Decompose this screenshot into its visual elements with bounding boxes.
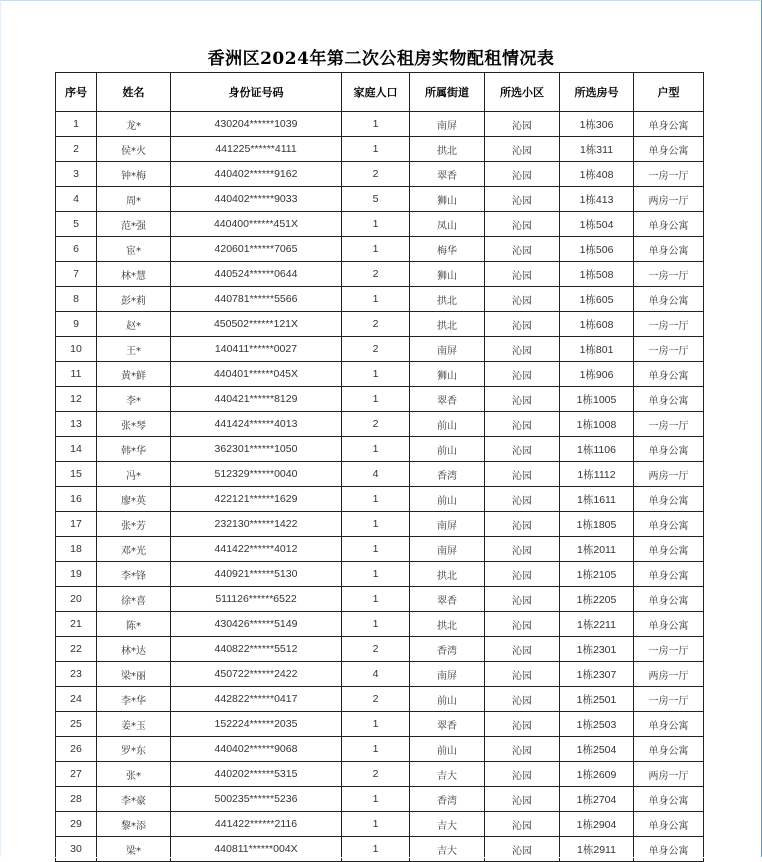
cell-id-number: 442822******0417 xyxy=(171,687,342,712)
cell-id-number: 512329******0040 xyxy=(171,462,342,487)
cell-street: 前山 xyxy=(410,687,485,712)
cell-serial: 19 xyxy=(56,562,97,587)
cell-family-size: 1 xyxy=(342,512,410,537)
table-row xyxy=(56,737,704,762)
cell-family-size: 2 xyxy=(342,762,410,787)
cell-serial: 20 xyxy=(56,587,97,612)
cell-room: 1栋2704 xyxy=(560,787,634,812)
cell-family-size: 2 xyxy=(342,637,410,662)
cell-street: 梅华 xyxy=(410,237,485,262)
cell-unit-type: 两房一厅 xyxy=(634,762,704,787)
cell-community: 沁园 xyxy=(485,787,560,812)
cell-name: 赵* xyxy=(97,312,171,337)
cell-serial: 12 xyxy=(56,387,97,412)
cell-id-number: 441422******4012 xyxy=(171,537,342,562)
cell-unit-type: 单身公寓 xyxy=(634,212,704,237)
cell-room: 1栋1005 xyxy=(560,387,634,412)
cell-family-size: 2 xyxy=(342,262,410,287)
cell-name: 彭*莉 xyxy=(97,287,171,312)
cell-name: 罗*东 xyxy=(97,737,171,762)
cell-room: 1栋2011 xyxy=(560,537,634,562)
cell-serial: 6 xyxy=(56,237,97,262)
cell-family-size: 1 xyxy=(342,712,410,737)
cell-serial: 15 xyxy=(56,462,97,487)
cell-room: 1栋504 xyxy=(560,212,634,237)
allocation-table xyxy=(55,72,704,862)
cell-community: 沁园 xyxy=(485,612,560,637)
cell-community: 沁园 xyxy=(485,187,560,212)
header-community: 所选小区 xyxy=(485,73,560,112)
cell-family-size: 1 xyxy=(342,137,410,162)
cell-id-number: 440400******451X xyxy=(171,212,342,237)
cell-room: 1栋1112 xyxy=(560,462,634,487)
cell-id-number: 440401******045X xyxy=(171,362,342,387)
cell-room: 1栋2211 xyxy=(560,612,634,637)
cell-unit-type: 单身公寓 xyxy=(634,787,704,812)
cell-name: 梁*丽 xyxy=(97,662,171,687)
cell-community: 沁园 xyxy=(485,837,560,862)
cell-serial: 30 xyxy=(56,837,97,862)
cell-id-number: 440402******9162 xyxy=(171,162,342,187)
cell-room: 1栋506 xyxy=(560,237,634,262)
cell-name: 张*芳 xyxy=(97,512,171,537)
cell-family-size: 2 xyxy=(342,687,410,712)
cell-serial: 23 xyxy=(56,662,97,687)
cell-room: 1栋1008 xyxy=(560,412,634,437)
cell-room: 1栋1805 xyxy=(560,512,634,537)
cell-serial: 5 xyxy=(56,212,97,237)
cell-name: 李* xyxy=(97,387,171,412)
cell-family-size: 1 xyxy=(342,812,410,837)
cell-family-size: 2 xyxy=(342,162,410,187)
cell-id-number: 441424******4013 xyxy=(171,412,342,437)
cell-id-number: 450502******121X xyxy=(171,312,342,337)
cell-community: 沁园 xyxy=(485,437,560,462)
cell-street: 香湾 xyxy=(410,637,485,662)
cell-community: 沁园 xyxy=(485,687,560,712)
cell-unit-type: 一房一厅 xyxy=(634,312,704,337)
table-row xyxy=(56,112,704,137)
cell-room: 1栋2105 xyxy=(560,562,634,587)
table-row xyxy=(56,487,704,512)
cell-unit-type: 单身公寓 xyxy=(634,437,704,462)
header-street: 所属街道 xyxy=(410,73,485,112)
cell-unit-type: 一房一厅 xyxy=(634,637,704,662)
cell-name: 张*琴 xyxy=(97,412,171,437)
cell-street: 凤山 xyxy=(410,212,485,237)
cell-street: 吉大 xyxy=(410,837,485,862)
cell-unit-type: 一房一厅 xyxy=(634,687,704,712)
cell-street: 吉大 xyxy=(410,812,485,837)
table-row xyxy=(56,362,704,387)
cell-community: 沁园 xyxy=(485,487,560,512)
cell-community: 沁园 xyxy=(485,812,560,837)
cell-name: 黎*添 xyxy=(97,812,171,837)
header-id-number: 身份证号码 xyxy=(171,73,342,112)
table-row xyxy=(56,287,704,312)
cell-family-size: 1 xyxy=(342,562,410,587)
cell-family-size: 1 xyxy=(342,212,410,237)
table-row xyxy=(56,762,704,787)
cell-id-number: 420601******7065 xyxy=(171,237,342,262)
cell-community: 沁园 xyxy=(485,637,560,662)
cell-id-number: 152224******2035 xyxy=(171,712,342,737)
cell-serial: 26 xyxy=(56,737,97,762)
cell-family-size: 1 xyxy=(342,437,410,462)
cell-name: 李*锋 xyxy=(97,562,171,587)
cell-id-number: 440402******9033 xyxy=(171,187,342,212)
cell-serial: 25 xyxy=(56,712,97,737)
cell-id-number: 440811******004X xyxy=(171,837,342,862)
table-row xyxy=(56,212,704,237)
cell-family-size: 1 xyxy=(342,787,410,812)
cell-family-size: 4 xyxy=(342,662,410,687)
cell-room: 1栋311 xyxy=(560,137,634,162)
cell-id-number: 440822******5512 xyxy=(171,637,342,662)
header-serial: 序号 xyxy=(56,73,97,112)
cell-family-size: 4 xyxy=(342,462,410,487)
cell-room: 1栋906 xyxy=(560,362,634,387)
table-header-row xyxy=(56,73,704,112)
cell-serial: 3 xyxy=(56,162,97,187)
cell-id-number: 440202******5315 xyxy=(171,762,342,787)
cell-id-number: 362301******1050 xyxy=(171,437,342,462)
cell-unit-type: 单身公寓 xyxy=(634,362,704,387)
cell-unit-type: 单身公寓 xyxy=(634,112,704,137)
cell-room: 1栋508 xyxy=(560,262,634,287)
cell-unit-type: 单身公寓 xyxy=(634,287,704,312)
table-row xyxy=(56,637,704,662)
cell-serial: 10 xyxy=(56,337,97,362)
cell-family-size: 5 xyxy=(342,187,410,212)
header-room: 所选房号 xyxy=(560,73,634,112)
cell-room: 1栋605 xyxy=(560,287,634,312)
cell-serial: 4 xyxy=(56,187,97,212)
cell-room: 1栋2205 xyxy=(560,587,634,612)
cell-room: 1栋801 xyxy=(560,337,634,362)
cell-room: 1栋1611 xyxy=(560,487,634,512)
cell-serial: 16 xyxy=(56,487,97,512)
cell-id-number: 140411******0027 xyxy=(171,337,342,362)
cell-room: 1栋2904 xyxy=(560,812,634,837)
cell-unit-type: 单身公寓 xyxy=(634,137,704,162)
table-row xyxy=(56,587,704,612)
cell-name: 宦* xyxy=(97,237,171,262)
cell-family-size: 1 xyxy=(342,587,410,612)
cell-community: 沁园 xyxy=(485,537,560,562)
cell-room: 1栋306 xyxy=(560,112,634,137)
cell-street: 狮山 xyxy=(410,262,485,287)
cell-id-number: 440524******0644 xyxy=(171,262,342,287)
cell-name: 梁* xyxy=(97,837,171,862)
table-row xyxy=(56,612,704,637)
cell-unit-type: 单身公寓 xyxy=(634,837,704,862)
cell-serial: 27 xyxy=(56,762,97,787)
cell-name: 周* xyxy=(97,187,171,212)
table-row xyxy=(56,162,704,187)
cell-unit-type: 两房一厅 xyxy=(634,462,704,487)
cell-street: 前山 xyxy=(410,737,485,762)
cell-name: 徐*喜 xyxy=(97,587,171,612)
cell-id-number: 441422******2116 xyxy=(171,812,342,837)
cell-community: 沁园 xyxy=(485,587,560,612)
cell-street: 狮山 xyxy=(410,187,485,212)
cell-room: 1栋1106 xyxy=(560,437,634,462)
cell-family-size: 1 xyxy=(342,487,410,512)
cell-id-number: 441225******4111 xyxy=(171,137,342,162)
cell-community: 沁园 xyxy=(485,337,560,362)
table-row xyxy=(56,537,704,562)
cell-community: 沁园 xyxy=(485,312,560,337)
cell-id-number: 440781******5566 xyxy=(171,287,342,312)
table-row xyxy=(56,387,704,412)
cell-id-number: 511126******6522 xyxy=(171,587,342,612)
document-title: 香洲区2024年第二次公租房实物配租情况表 xyxy=(207,49,555,69)
cell-name: 林*达 xyxy=(97,637,171,662)
cell-id-number: 450722******2422 xyxy=(171,662,342,687)
cell-family-size: 1 xyxy=(342,387,410,412)
cell-street: 南屏 xyxy=(410,112,485,137)
cell-room: 1栋2501 xyxy=(560,687,634,712)
table-row xyxy=(56,462,704,487)
cell-unit-type: 单身公寓 xyxy=(634,387,704,412)
cell-unit-type: 单身公寓 xyxy=(634,587,704,612)
cell-name: 林*慧 xyxy=(97,262,171,287)
cell-id-number: 422121******1629 xyxy=(171,487,342,512)
cell-serial: 7 xyxy=(56,262,97,287)
cell-unit-type: 单身公寓 xyxy=(634,712,704,737)
cell-room: 1栋408 xyxy=(560,162,634,187)
cell-unit-type: 一房一厅 xyxy=(634,412,704,437)
cell-unit-type: 一房一厅 xyxy=(634,262,704,287)
cell-unit-type: 两房一厅 xyxy=(634,662,704,687)
cell-community: 沁园 xyxy=(485,237,560,262)
cell-unit-type: 单身公寓 xyxy=(634,562,704,587)
table-row xyxy=(56,237,704,262)
table-row xyxy=(56,512,704,537)
cell-id-number: 430426******5149 xyxy=(171,612,342,637)
cell-street: 翠香 xyxy=(410,162,485,187)
cell-unit-type: 两房一厅 xyxy=(634,187,704,212)
cell-serial: 8 xyxy=(56,287,97,312)
table-row xyxy=(56,562,704,587)
cell-unit-type: 单身公寓 xyxy=(634,612,704,637)
cell-name: 邓*光 xyxy=(97,537,171,562)
cell-name: 韩*华 xyxy=(97,437,171,462)
cell-street: 翠香 xyxy=(410,387,485,412)
cell-community: 沁园 xyxy=(485,462,560,487)
cell-room: 1栋413 xyxy=(560,187,634,212)
table-row xyxy=(56,187,704,212)
cell-family-size: 1 xyxy=(342,237,410,262)
cell-community: 沁园 xyxy=(485,262,560,287)
cell-street: 狮山 xyxy=(410,362,485,387)
cell-unit-type: 单身公寓 xyxy=(634,487,704,512)
cell-serial: 13 xyxy=(56,412,97,437)
cell-name: 李*华 xyxy=(97,687,171,712)
cell-family-size: 1 xyxy=(342,112,410,137)
cell-serial: 22 xyxy=(56,637,97,662)
cell-community: 沁园 xyxy=(485,362,560,387)
header-unit-type: 户型 xyxy=(634,73,704,112)
cell-serial: 24 xyxy=(56,687,97,712)
table-row xyxy=(56,712,704,737)
table-row xyxy=(56,787,704,812)
cell-serial: 9 xyxy=(56,312,97,337)
cell-name: 侯*火 xyxy=(97,137,171,162)
cell-community: 沁园 xyxy=(485,562,560,587)
table-row xyxy=(56,437,704,462)
cell-street: 拱北 xyxy=(410,312,485,337)
cell-community: 沁园 xyxy=(485,287,560,312)
cell-serial: 21 xyxy=(56,612,97,637)
cell-street: 南屏 xyxy=(410,512,485,537)
cell-family-size: 1 xyxy=(342,287,410,312)
table-row xyxy=(56,812,704,837)
cell-name: 范*强 xyxy=(97,212,171,237)
cell-family-size: 2 xyxy=(342,412,410,437)
header-family-size: 家庭人口 xyxy=(342,73,410,112)
cell-room: 1栋608 xyxy=(560,312,634,337)
cell-family-size: 2 xyxy=(342,337,410,362)
cell-family-size: 1 xyxy=(342,362,410,387)
cell-room: 1栋2911 xyxy=(560,837,634,862)
cell-street: 拱北 xyxy=(410,137,485,162)
cell-street: 香湾 xyxy=(410,462,485,487)
table-row xyxy=(56,412,704,437)
cell-community: 沁园 xyxy=(485,512,560,537)
cell-serial: 14 xyxy=(56,437,97,462)
cell-id-number: 440421******8129 xyxy=(171,387,342,412)
header-name: 姓名 xyxy=(97,73,171,112)
cell-family-size: 1 xyxy=(342,837,410,862)
cell-name: 李*豪 xyxy=(97,787,171,812)
cell-id-number: 440921******5130 xyxy=(171,562,342,587)
cell-name: 陈* xyxy=(97,612,171,637)
cell-serial: 2 xyxy=(56,137,97,162)
cell-name: 钟*梅 xyxy=(97,162,171,187)
cell-name: 龙* xyxy=(97,112,171,137)
cell-serial: 1 xyxy=(56,112,97,137)
cell-community: 沁园 xyxy=(485,662,560,687)
table-row xyxy=(56,137,704,162)
cell-unit-type: 一房一厅 xyxy=(634,337,704,362)
table-body xyxy=(56,112,704,862)
cell-street: 拱北 xyxy=(410,612,485,637)
cell-serial: 18 xyxy=(56,537,97,562)
cell-serial: 29 xyxy=(56,812,97,837)
cell-name: 冯* xyxy=(97,462,171,487)
cell-room: 1栋2609 xyxy=(560,762,634,787)
cell-name: 黄*鲜 xyxy=(97,362,171,387)
cell-room: 1栋2504 xyxy=(560,737,634,762)
cell-street: 前山 xyxy=(410,437,485,462)
cell-serial: 11 xyxy=(56,362,97,387)
cell-street: 翠香 xyxy=(410,712,485,737)
cell-name: 王* xyxy=(97,337,171,362)
cell-id-number: 430204******1039 xyxy=(171,112,342,137)
cell-community: 沁园 xyxy=(485,412,560,437)
cell-community: 沁园 xyxy=(485,387,560,412)
table-row xyxy=(56,312,704,337)
cell-room: 1栋2503 xyxy=(560,712,634,737)
cell-name: 张* xyxy=(97,762,171,787)
cell-community: 沁园 xyxy=(485,737,560,762)
cell-community: 沁园 xyxy=(485,712,560,737)
cell-serial: 28 xyxy=(56,787,97,812)
cell-serial: 17 xyxy=(56,512,97,537)
table-row xyxy=(56,662,704,687)
cell-name: 姜*玉 xyxy=(97,712,171,737)
cell-unit-type: 单身公寓 xyxy=(634,737,704,762)
cell-unit-type: 单身公寓 xyxy=(634,512,704,537)
cell-street: 香湾 xyxy=(410,787,485,812)
cell-street: 前山 xyxy=(410,487,485,512)
cell-family-size: 1 xyxy=(342,737,410,762)
cell-family-size: 1 xyxy=(342,612,410,637)
cell-street: 南屏 xyxy=(410,662,485,687)
table-row xyxy=(56,262,704,287)
cell-room: 1栋2307 xyxy=(560,662,634,687)
cell-street: 南屏 xyxy=(410,537,485,562)
cell-unit-type: 单身公寓 xyxy=(634,812,704,837)
cell-unit-type: 单身公寓 xyxy=(634,537,704,562)
cell-community: 沁园 xyxy=(485,112,560,137)
table-row xyxy=(56,687,704,712)
cell-street: 南屏 xyxy=(410,337,485,362)
cell-room: 1栋2301 xyxy=(560,637,634,662)
cell-street: 拱北 xyxy=(410,287,485,312)
table-row xyxy=(56,337,704,362)
cell-street: 拱北 xyxy=(410,562,485,587)
cell-name: 廖*英 xyxy=(97,487,171,512)
cell-street: 吉大 xyxy=(410,762,485,787)
cell-unit-type: 单身公寓 xyxy=(634,237,704,262)
cell-id-number: 500235******5236 xyxy=(171,787,342,812)
cell-community: 沁园 xyxy=(485,762,560,787)
cell-street: 前山 xyxy=(410,412,485,437)
cell-family-size: 2 xyxy=(342,312,410,337)
cell-community: 沁园 xyxy=(485,212,560,237)
cell-id-number: 440402******9068 xyxy=(171,737,342,762)
cell-community: 沁园 xyxy=(485,137,560,162)
cell-unit-type: 一房一厅 xyxy=(634,162,704,187)
cell-id-number: 232130******1422 xyxy=(171,512,342,537)
cell-street: 翠香 xyxy=(410,587,485,612)
cell-community: 沁园 xyxy=(485,162,560,187)
cell-family-size: 1 xyxy=(342,537,410,562)
